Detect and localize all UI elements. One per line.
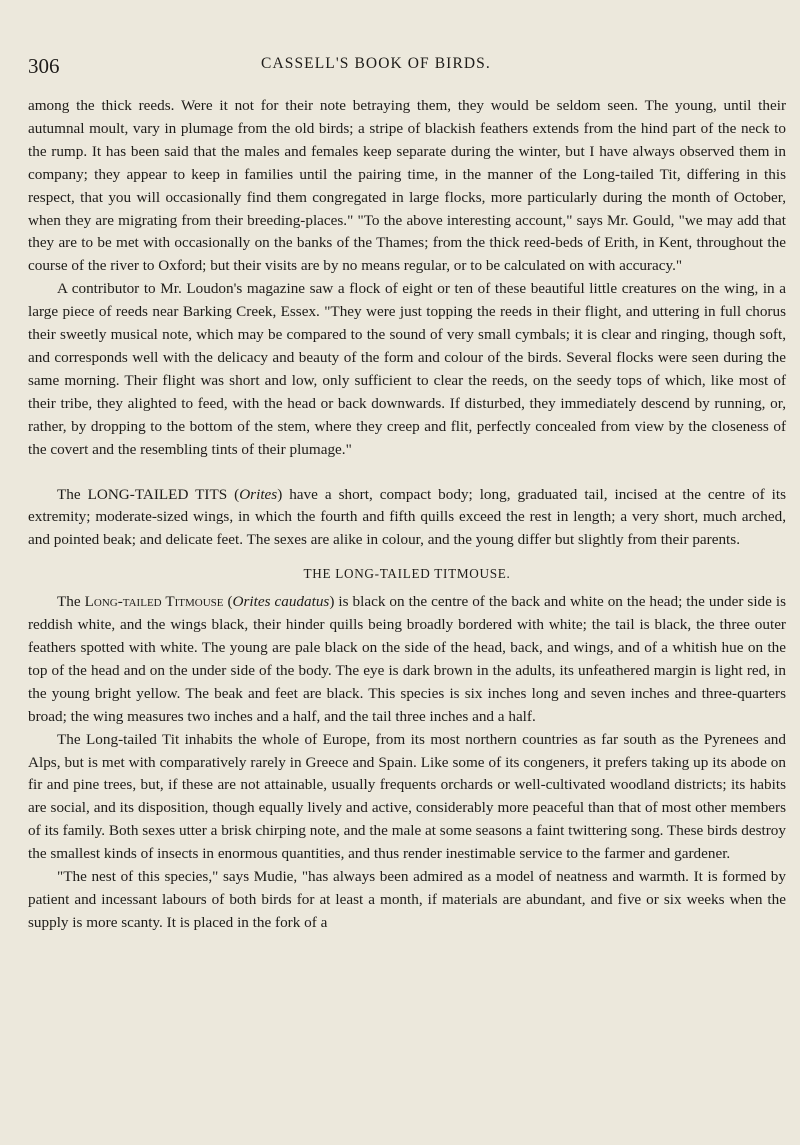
genus-description-text: ) have a short, compact body; long, graduated tail, incised at the centre of its extremity; moderate-sized wings, in which the fourth and fifth quills exceed the rest in length; a very short, much arched, and pointed beak; and delicate feet. The sexes are alike in colour, and the young differ but slightly from their parents. <box>28 485 786 549</box>
running-title: CASSELL'S BOOK OF BIRDS. <box>261 55 491 72</box>
paragraph-species-description <box>28 591 786 728</box>
page-body <box>28 95 786 935</box>
page-header <box>28 54 800 82</box>
genus-intro-text: The LONG-TAILED TITS ( <box>57 485 240 503</box>
species-intro-text: The <box>57 593 85 611</box>
paragraph-nest-quote: "The nest of this species," says Mudie, "has always been admired as a model of neatness and warmth. It is formed by patient and incessant labours of both birds for at least a month, if materials are abundant, and five or six weeks when the supply is more scanty. It is placed in the fork of a <box>28 868 786 931</box>
species-open-paren: ( <box>223 593 233 611</box>
species-latin-name: Orites caudatus <box>232 593 330 611</box>
page-number: 306 <box>28 54 60 78</box>
paragraph-reeds-continued: among the thick reeds. Were it not for their note betraying them, they would be seldom seen. The young, until their autumnal moult, vary in plumage from the old birds; a stripe of blackish feathers extends from the hind part of the neck to the rump. It has been said that the males and females keep separate during the winter, but I have always observed them in company; they appear to keep in families until the pairing time, in the manner of the Long-tailed Tit, differing in this respect, that you will occasionally find them congregated in large flocks, more particularly during the month of October, when they are migrating from their breeding-places." "To the above interesting account," says Mr. Gould, "we may add that they are to be met with occasionally on the banks of the Thames; from the thick reed-beds of Erith, in Kent, throughout the course of the river to Oxford; but their visits are by no means regular, or to be calculated on with accuracy." <box>28 97 786 275</box>
genus-name-italic: Orites <box>239 485 278 503</box>
species-name-smallcaps: Long-tailed Titmouse <box>84 593 224 611</box>
section-heading: THE LONG-TAILED TITMOUSE. <box>303 566 511 582</box>
paragraph-loudon-magazine: A contributor to Mr. Loudon's magazine saw a flock of eight or ten of these beautiful little creatures on the wing, in a large piece of reeds near Barking Creek, Essex. "They were just topping the reeds in their flight, and uttering in full chorus their sweetly musical note, which may be compared to the sound of very small cymbals; it is clear and ringing, though soft, and corresponds well with the delicacy and beauty of the form and colour of the birds. Several flocks were seen during the same morning. Their flight was short and low, only sufficient to clear the reeds, on the seedy tops of which, like most of their tribe, they alighted to feed, with the head or back downwards. If disturbed, they immediately descend by running, or, rather, by dropping to the bottom of the stem, where they creep and flit, perfectly concealed from view by the closeness of the covert and the resembling tints of their plumage." <box>28 280 786 458</box>
paragraph-habitat: The Long-tailed Tit inhabits the whole of Europe, from its most northern countries as far south as the Pyrenees and Alps, but is met with comparatively rarely in Greece and Spain. Like some of its congeners, it prefers taking up its abode on fir and pine trees, but, if these are not attainable, usually frequents orchards or well-cultivated woodland districts; its habits are social, and its disposition, though equally lively and active, considerably more peaceful than that of most other members of its family. Both sexes utter a brisk chirping note, and the male at some seasons a faint twittering song. These birds destroy the smallest kinds of insects in enormous quantities, and thus render inestimable service to the farmer and gardener. <box>28 730 786 863</box>
section-gap <box>28 462 786 484</box>
paragraph-long-tailed-tits-genus <box>28 484 786 553</box>
species-description-text: ) is black on the centre of the back and white on the head; the under side is reddish white, and the wings black, their hinder quills being broadly bordered with white; the tail is black, the three outer feathers spotted with white. The young are pale black on the side of the head, back, and wings, and of a whitish hue on the top of the head and on the under side of the body. The eye is dark brown in the adults, its unfeathered margin is light red, in the young bright yellow. The beak and feet are black. This species is six inches long and seven inches and three-quarters broad; the wing measures two inches and a half, and the tail three inches and a half. <box>28 593 786 725</box>
